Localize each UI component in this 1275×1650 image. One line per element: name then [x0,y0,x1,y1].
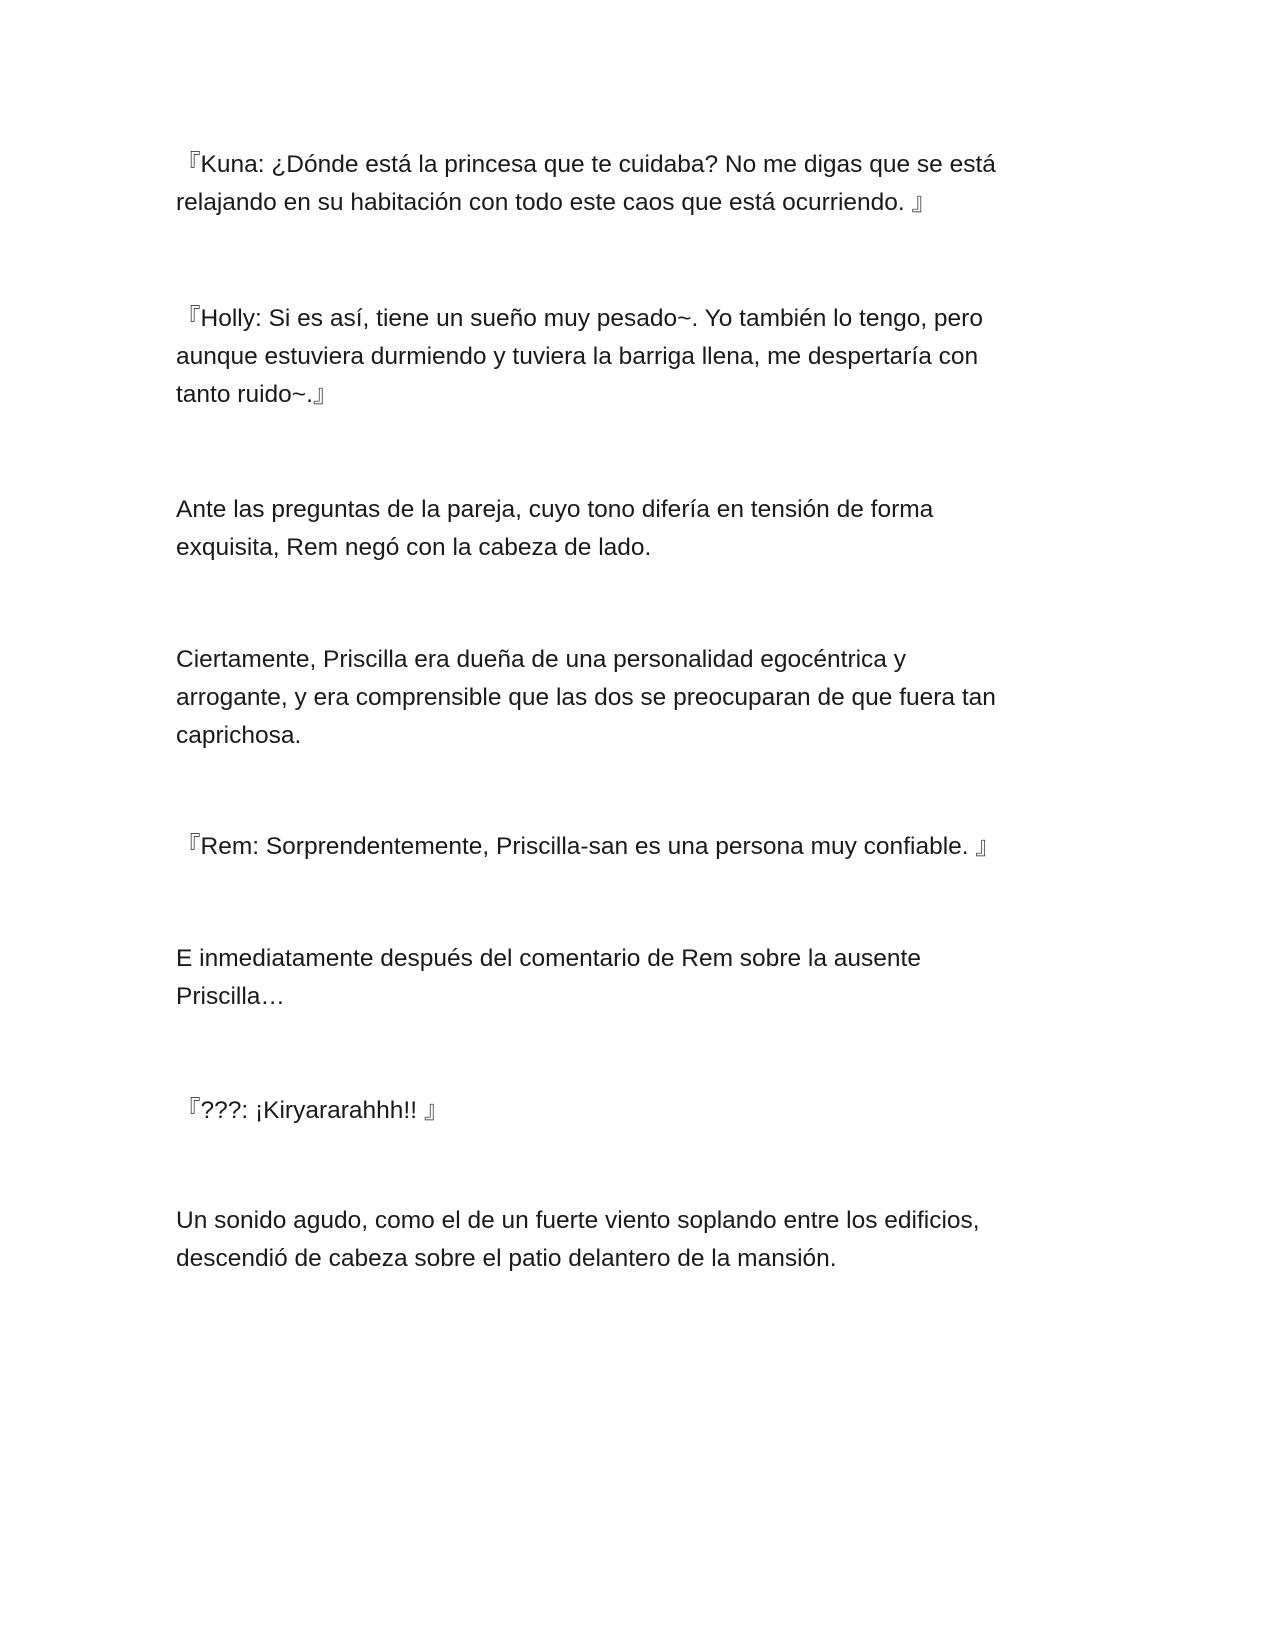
text-line: relajando en su habitación con todo este caos que está ocurriendo. 』 [176,189,937,216]
text-line: caprichosa. [176,722,302,749]
text-line: 『Holly: Si es así, tiene un sueño muy pesado~. Yo también lo tengo, pero [176,305,983,332]
dialogue-holly [176,300,1076,414]
narration-paragraph [176,491,1076,567]
text-line: 『???: ¡Kiryararahhh!! 』 [176,1097,449,1124]
text-line: Priscilla… [176,983,285,1010]
text-line: aunque estuviera durmiendo y tuviera la barriga llena, me despertaría con [176,343,979,370]
narration-paragraph [176,641,1076,755]
dialogue-rem [176,828,1076,866]
text-line: 『Kuna: ¿Dónde está la princesa que te cuidaba? No me digas que se está [176,151,996,178]
text-line: Ciertamente, Priscilla era dueña de una personalidad egocéntrica y [176,646,906,673]
narration-paragraph [176,940,1076,1016]
dialogue-unknown [176,1092,1076,1130]
text-line: arrogante, y era comprensible que las dos se preocuparan de que fuera tan [176,684,996,711]
dialogue-kuna [176,146,1076,222]
text-line: exquisita, Rem negó con la cabeza de lado. [176,534,652,561]
text-line: descendió de cabeza sobre el patio delantero de la mansión. [176,1245,837,1272]
narration-paragraph [176,1202,1076,1278]
text-line: Ante las preguntas de la pareja, cuyo tono difería en tensión de forma [176,496,934,523]
text-line: Un sonido agudo, como el de un fuerte viento soplando entre los edificios, [176,1207,980,1234]
text-line: E inmediatamente después del comentario de Rem sobre la ausente [176,945,921,972]
text-line: 『Rem: Sorprendentemente, Priscilla-san es una persona muy confiable. 』 [176,833,1000,860]
text-line: tanto ruido~.』 [176,381,338,408]
